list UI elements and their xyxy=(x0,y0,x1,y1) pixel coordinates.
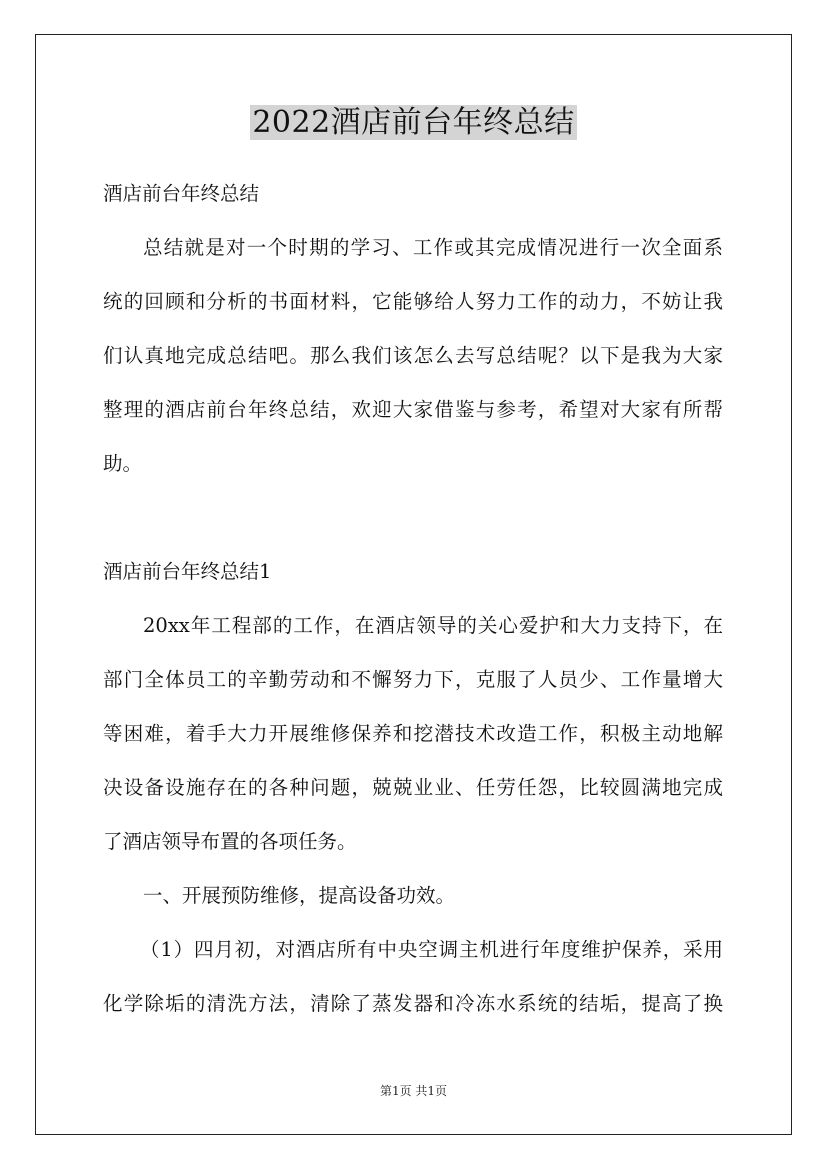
section-heading: 酒店前台年终总结1 xyxy=(103,560,272,583)
intro-line: 整理的酒店前台年终总结，欢迎大家借鉴与参考，希望对大家有所帮 xyxy=(103,398,723,421)
body-line: 决设备设施存在的各种问题，兢兢业业、任劳任怨，比较圆满地完成 xyxy=(103,776,723,799)
page-footer: 第1页 共1页 xyxy=(379,1084,448,1098)
body-line: 20xx年工程部的工作，在酒店领导的关心爱护和大力支持下，在 xyxy=(143,614,723,637)
body-line: （1）四月初，对酒店所有中央空调主机进行年度维护保养，采用 xyxy=(140,938,723,961)
intro-line: 总结就是对一个时期的学习、工作或其完成情况进行一次全面系 xyxy=(143,236,723,259)
intro-line: 统的回顾和分析的书面材料，它能够给人努力工作的动力，不妨让我 xyxy=(103,290,723,313)
item-heading: 一、开展预防维修，提高设备功效。 xyxy=(143,884,456,907)
body-line: 化学除垢的清洗方法，清除了蒸发器和冷冻水系统的结垢，提高了换 xyxy=(103,992,723,1015)
document-title-text: 2022酒店前台年终总结 xyxy=(252,105,575,140)
document-subtitle: 酒店前台年终总结 xyxy=(103,182,260,205)
document-title xyxy=(0,103,827,143)
body-line: 部门全体员工的辛勤劳动和不懈努力下，克服了人员少、工作量增大 xyxy=(103,668,723,691)
intro-line: 们认真地完成总结吧。那么我们该怎么去写总结呢？以下是我为大家 xyxy=(103,344,723,367)
body-line: 等困难，着手大力开展维修保养和挖潜技术改造工作，积极主动地解 xyxy=(103,722,723,745)
body-line: 了酒店领导布置的各项任务。 xyxy=(103,830,357,853)
intro-line: 助。 xyxy=(103,452,143,475)
